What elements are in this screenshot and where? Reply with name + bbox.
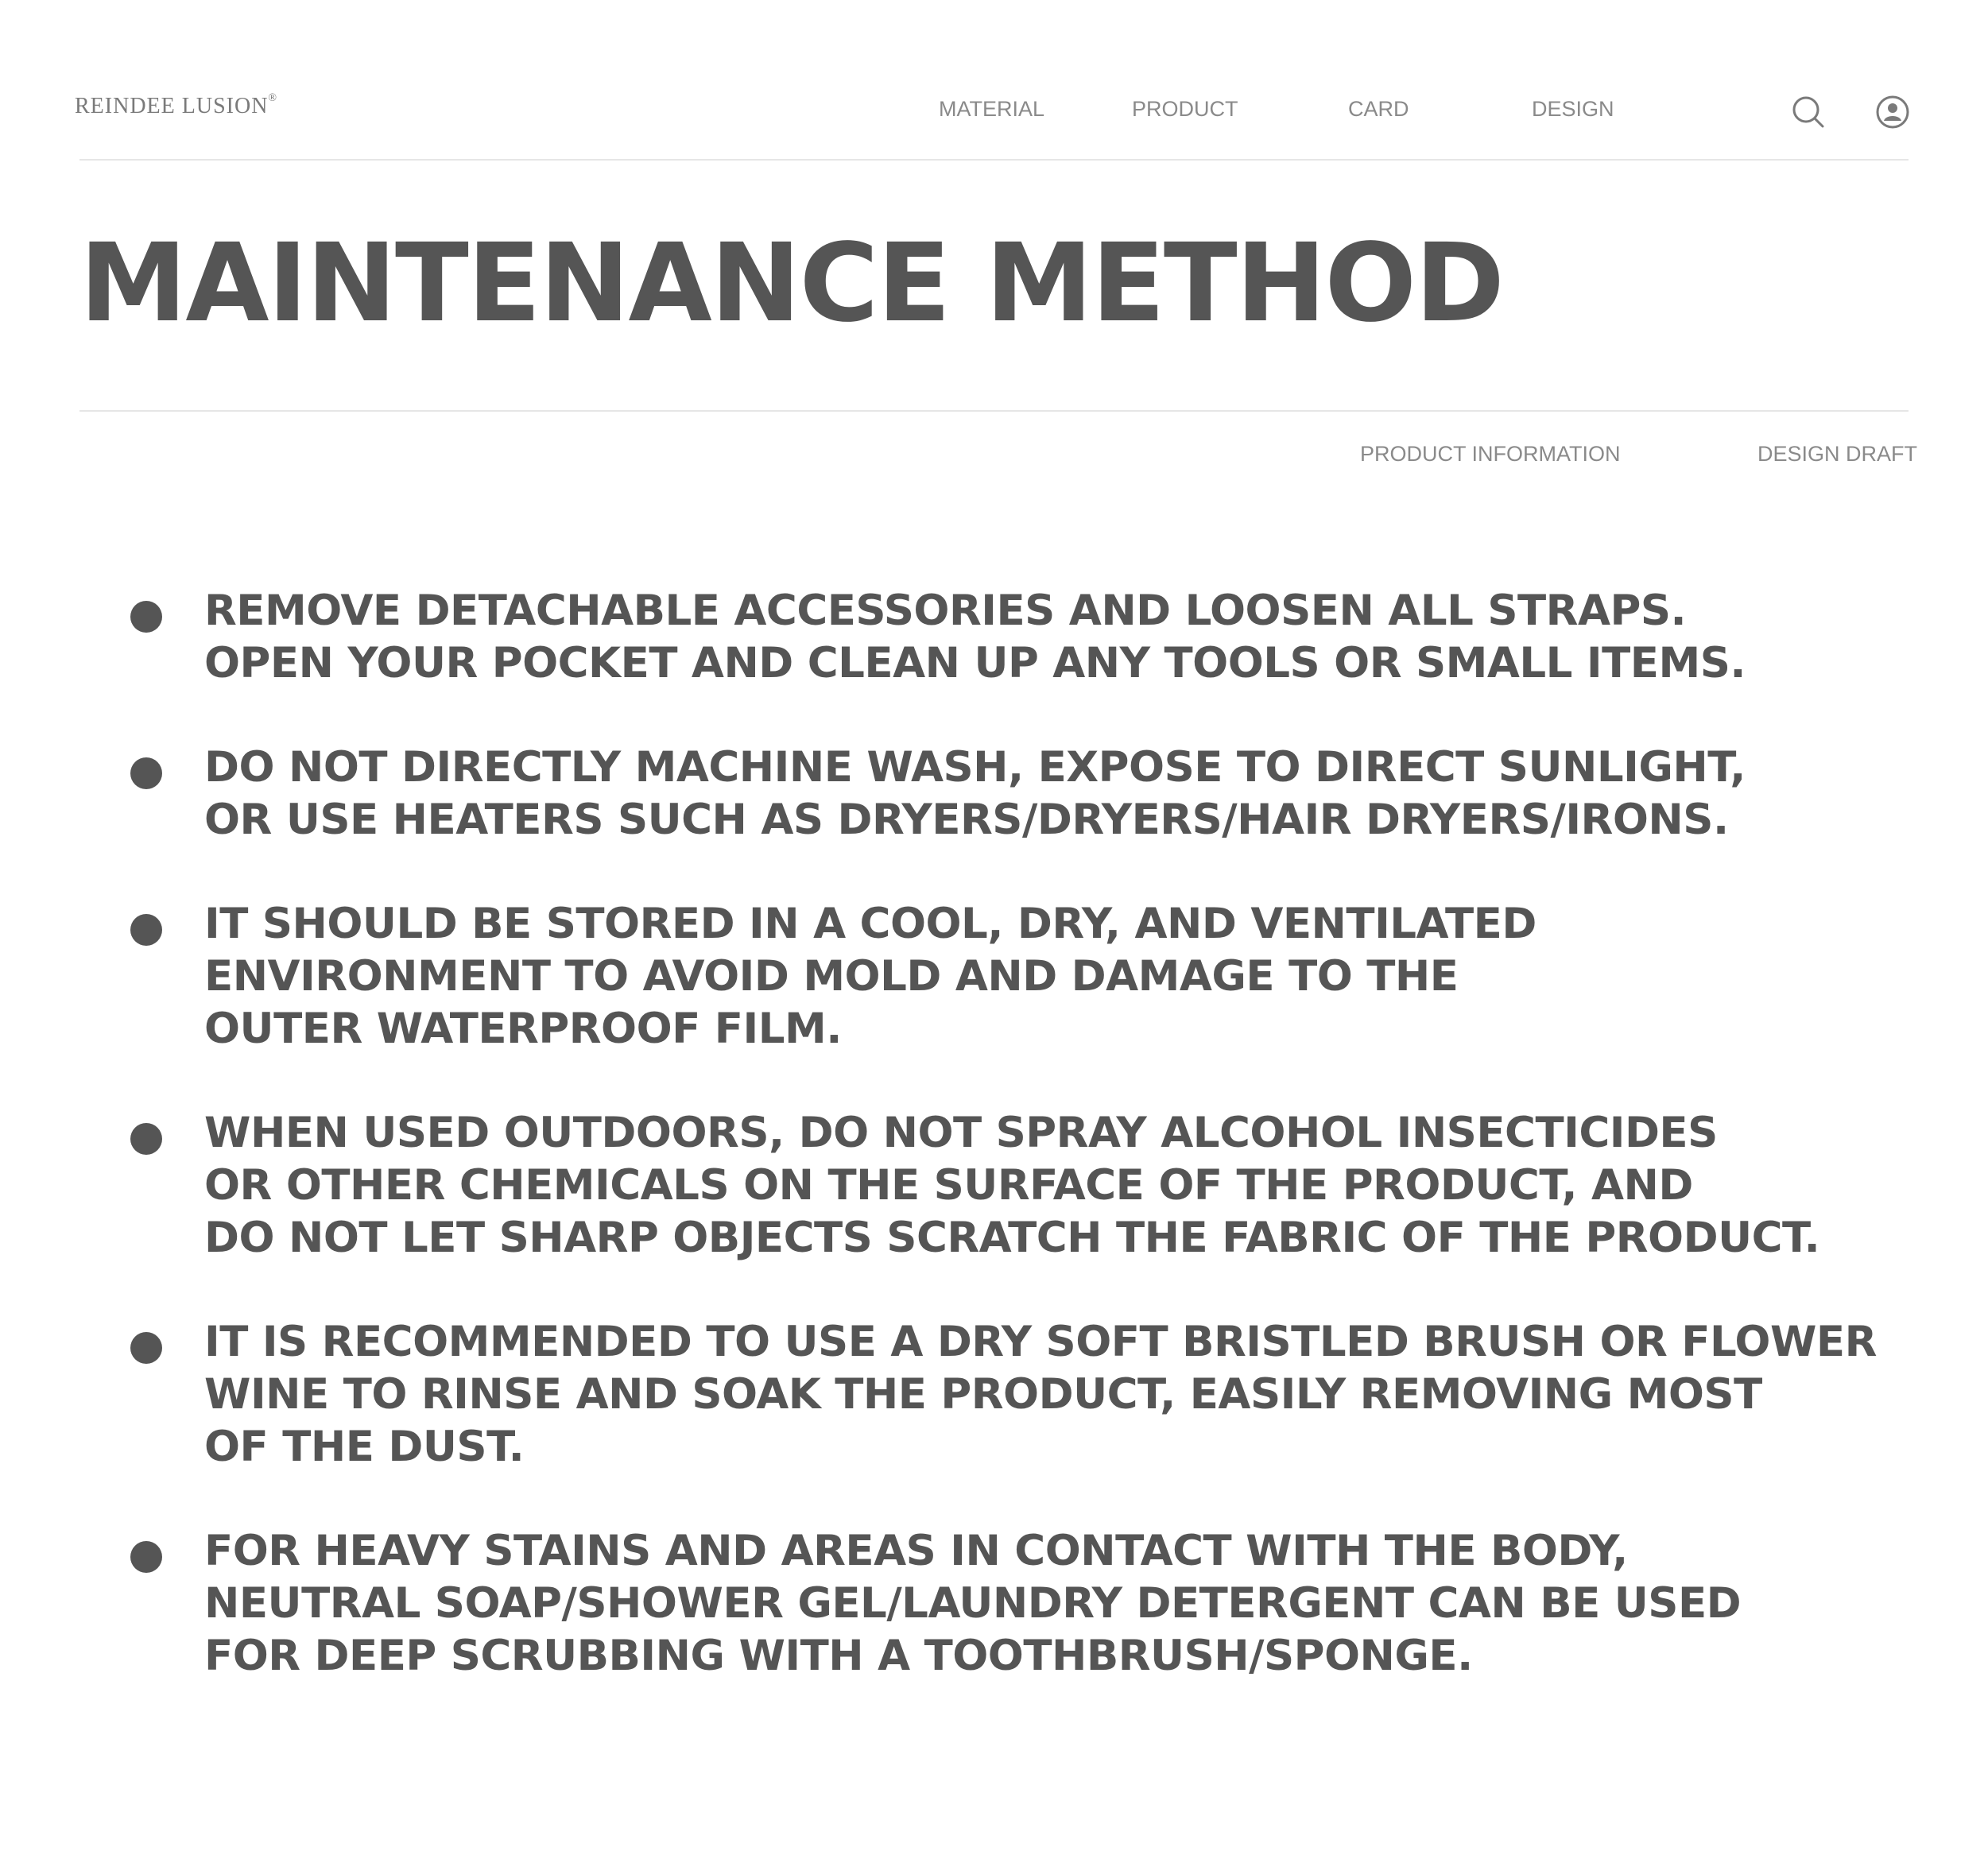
bullet-icon [130,1541,162,1573]
bullet-icon [130,1332,162,1364]
list-item [127,1525,1900,1683]
instruction-line: WHEN USED OUTDOORS, DO NOT SPRAY ALCOHOL INSECTICIDES [204,1109,1718,1157]
search-icon[interactable] [1791,95,1826,130]
instruction-line: REMOVE DETACHABLE ACCESSORIES AND LOOSEN ALL STRAPS. [204,587,1687,635]
instruction-line: DO NOT DIRECTLY MACHINE WASH, EXPOSE TO DIRECT SUNLIGHT, [204,743,1746,792]
product-information-link[interactable]: PRODUCT INFORMATION [1360,442,1621,466]
brand-logo[interactable] [75,94,277,119]
title-divider [79,410,1909,412]
instruction-line: OPEN YOUR POCKET AND CLEAN UP ANY TOOLS OR SMALL ITEMS. [204,639,1746,687]
instruction-line: OF THE DUST. [204,1423,525,1471]
instruction-line: IT SHOULD BE STORED IN A COOL, DRY, AND VENTILATED [204,900,1537,948]
list-item [127,585,1900,690]
instruction-line: IT IS RECOMMENDED TO USE A DRY SOFT BRISTLED BRUSH OR FLOWER [204,1318,1877,1366]
nav-item-design[interactable]: DESIGN [1532,97,1614,121]
list-item [127,1107,1900,1264]
list-item [127,742,1900,846]
bullet-icon [130,757,162,789]
maintenance-instructions [127,585,1900,1734]
instruction-line: DO NOT LET SHARP OBJECTS SCRATCH THE FABRIC OF THE PRODUCT. [204,1214,1820,1262]
header-divider [79,159,1909,161]
instruction-line: FOR DEEP SCRUBBING WITH A TOOTHBRUSH/SPONGE. [204,1632,1473,1680]
instruction-line: OR OTHER CHEMICALS ON THE SURFACE OF THE PRODUCT, AND [204,1161,1693,1210]
bullet-icon [130,914,162,946]
instruction-line: WINE TO RINSE AND SOAK THE PRODUCT, EASILY REMOVING MOST [204,1370,1762,1419]
account-icon[interactable] [1875,95,1910,130]
brand-name: REINDEE LUSION [75,94,269,118]
instruction-line: NEUTRAL SOAP/SHOWER GEL/LAUNDRY DETERGENT CAN BE USED [204,1579,1742,1628]
instruction-line: OR USE HEATERS SUCH AS DRYERS/DRYERS/HAIR DRYERS/IRONS. [204,796,1729,844]
registered-mark: ® [268,92,278,104]
instruction-line: FOR HEAVY STAINS AND AREAS IN CONTACT WITH THE BODY, [204,1527,1628,1575]
instruction-line: ENVIRONMENT TO AVOID MOLD AND DAMAGE TO THE [204,952,1459,1001]
page-title: MAINTENANCE METHOD [79,221,1503,347]
list-item [127,898,1900,1055]
nav-item-product[interactable]: PRODUCT [1132,97,1238,121]
nav-item-card[interactable]: CARD [1348,97,1409,121]
design-draft-link[interactable]: DESIGN DRAFT [1757,442,1918,466]
nav-item-material[interactable]: MATERIAL [939,97,1045,121]
list-item [127,1316,1900,1473]
instruction-line: OUTER WATERPROOF FILM. [204,1005,842,1053]
bullet-icon [130,601,162,633]
bullet-icon [130,1123,162,1155]
